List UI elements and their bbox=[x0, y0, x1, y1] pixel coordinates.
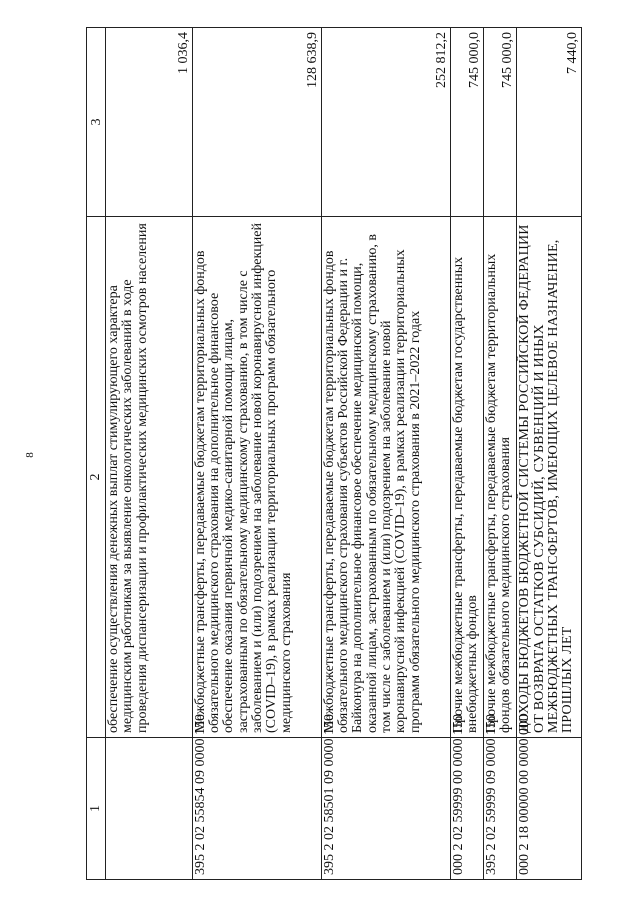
table-row bbox=[106, 28, 193, 880]
row-amount: 1 036,4 bbox=[106, 28, 193, 217]
row-code: 395 2 02 58501 09 0000 150 bbox=[321, 738, 450, 880]
row-name: Межбюджетные трансферты, передаваемые бюджетам территориальных фондов обязательного медицинского страхования субъектов Российской Федерации и г. Байконура на дополнительное финансовое обеспечение медицинской помощи, оказанной лицам, застрахованным по обязательному медицинскому страхованию, в том числе с заболеванием и (или) подозрением на заболевание новой коронавирусной инфекцией (COVID–19), в рамках реализации территориальных программ обязательного медицинского страхования в 2021–2022 годах bbox=[321, 217, 450, 738]
table-row bbox=[192, 28, 321, 880]
header-col-1: 1 bbox=[87, 738, 106, 880]
row-name: обеспечение осуществления денежных выплат стимулирующего характера медицинским работникам за выявление онкологических заболеваний в ходе проведения диспансеризации и профилактических медицинских осмотров населения bbox=[106, 217, 193, 738]
header-col-3: 3 bbox=[87, 28, 106, 217]
table-row bbox=[484, 28, 517, 880]
page-number: 8 bbox=[24, 452, 36, 458]
row-code bbox=[106, 738, 193, 880]
row-code: 000 2 02 59999 00 0000 150 bbox=[450, 738, 483, 880]
revenue-table bbox=[86, 27, 582, 880]
row-amount: 745 000,0 bbox=[484, 28, 517, 217]
rotated-table-wrapper bbox=[86, 32, 582, 880]
row-name: Прочие межбюджетные трансферты, передаваемые бюджетам территориальных фондов обязательного медицинского страхования bbox=[484, 217, 517, 738]
row-name: Межбюджетные трансферты, передаваемые бюджетам территориальных фондов обязательного медицинского страхования на дополнительное финансовое обеспечение оказания первичной медико-санитарной помощи лицам, застрахованным по обязательному медицинскому страхованию, в том числе с заболеванием и (или) подозрением на заболевание новой коронавирусной инфекцией (COVID–19), в рамках реализации территориальных программ обязательного медицинского страхования bbox=[192, 217, 321, 738]
row-code: 000 2 18 00000 00 0000 000 bbox=[517, 738, 582, 880]
row-amount: 745 000,0 bbox=[450, 28, 483, 217]
table-row bbox=[517, 28, 582, 880]
table-row bbox=[321, 28, 450, 880]
table-header-row bbox=[87, 28, 106, 880]
row-name: ДОХОДЫ БЮДЖЕТОВ БЮДЖЕТНОЙ СИСТЕМЫ РОССИЙСКОЙ ФЕДЕРАЦИИ ОТ ВОЗВРАТА ОСТАТКОВ СУБСИДИЙ, СУБВЕНЦИЙ И ИНЫХ МЕЖБЮДЖЕТНЫХ ТРАНСФЕРТОВ, ИМЕЮЩИХ ЦЕЛЕВОЕ НАЗНАЧЕНИЕ, ПРОШЛЫХ ЛЕТ bbox=[517, 217, 582, 738]
table-row bbox=[450, 28, 483, 880]
row-code: 395 2 02 59999 09 0000 150 bbox=[484, 738, 517, 880]
header-col-2: 2 bbox=[87, 217, 106, 738]
row-amount: 252 812,2 bbox=[321, 28, 450, 217]
row-amount: 128 638,9 bbox=[192, 28, 321, 217]
row-code: 395 2 02 55854 09 0000 150 bbox=[192, 738, 321, 880]
row-amount: 7 440,0 bbox=[517, 28, 582, 217]
row-name: Прочие межбюджетные трансферты, передаваемые бюджетам государственных внебюджетных фондов bbox=[450, 217, 483, 738]
